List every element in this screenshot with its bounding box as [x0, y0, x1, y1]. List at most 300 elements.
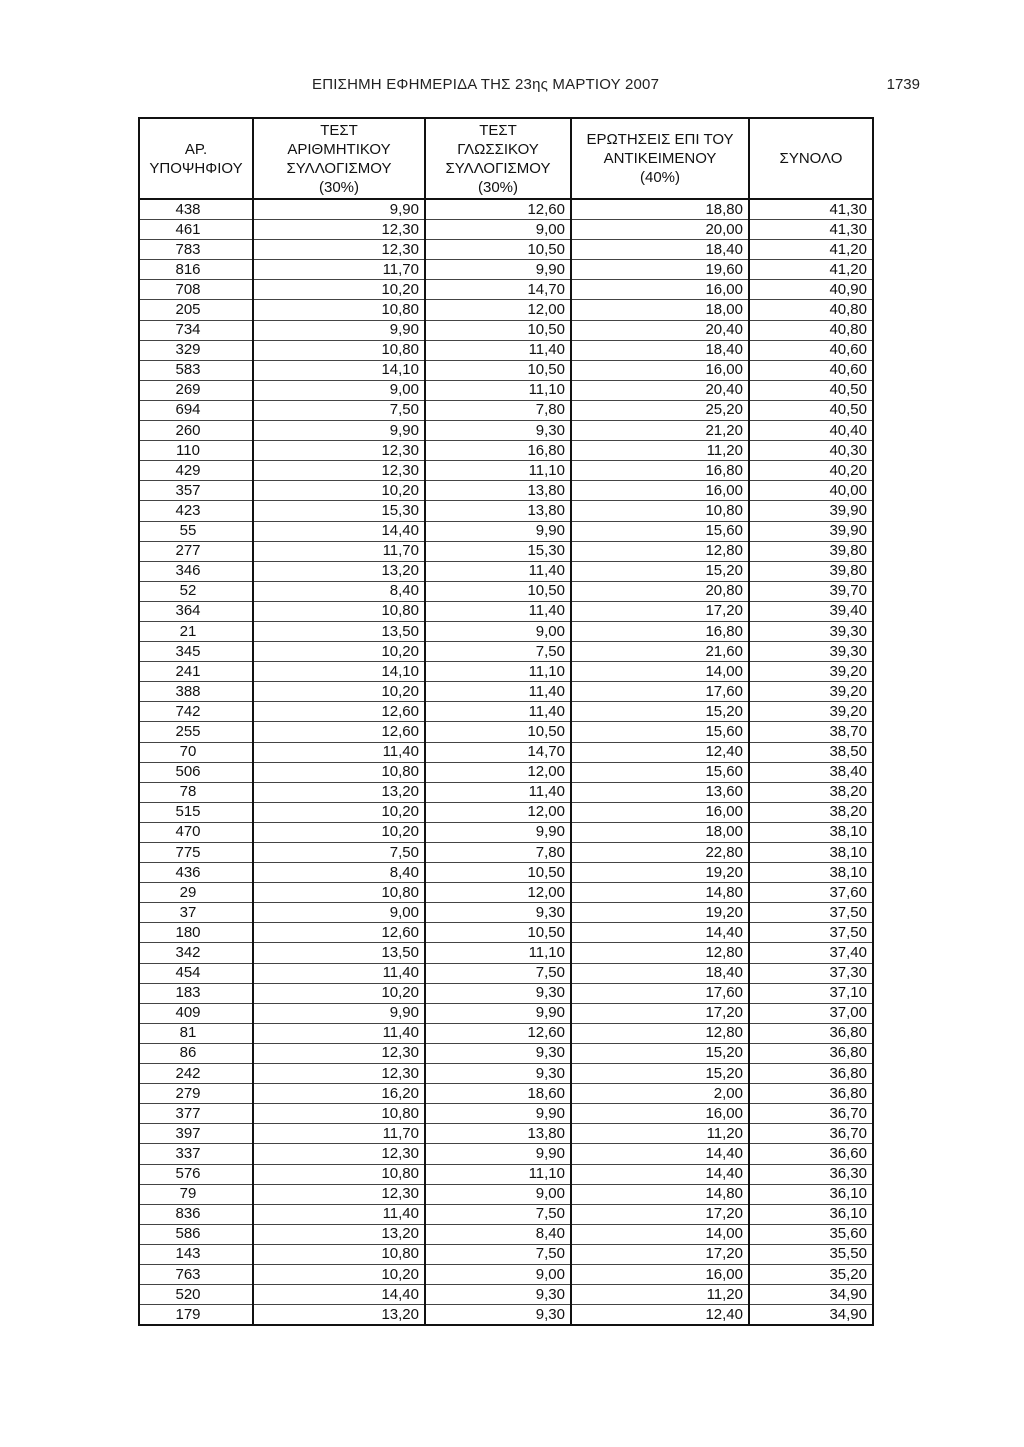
subject-score-cell: 17,20 [571, 1003, 749, 1023]
numerical-score-cell: 13,20 [253, 561, 425, 581]
header-line: ΑΡΙΘΜΗΤΙΚΟΥ [287, 140, 391, 158]
header-line: ΣΥΛΛΟΓΙΣΜΟΥ [286, 159, 392, 177]
total-score-cell: 34,90 [749, 1285, 873, 1305]
total-score-cell: 36,80 [749, 1064, 873, 1084]
total-score-cell: 39,30 [749, 621, 873, 641]
table-row [139, 943, 873, 963]
total-score-cell: 35,50 [749, 1244, 873, 1264]
verbal-score-cell: 11,10 [425, 1164, 571, 1184]
subject-score-cell: 18,80 [571, 199, 749, 220]
table-row [139, 983, 873, 1003]
subject-score-cell: 16,00 [571, 280, 749, 300]
total-score-cell: 39,80 [749, 561, 873, 581]
subject-score-cell: 14,00 [571, 662, 749, 682]
subject-score-cell: 18,00 [571, 822, 749, 842]
candidate-number-cell: 364 [139, 601, 253, 621]
numerical-score-cell: 9,00 [253, 380, 425, 400]
total-score-cell: 37,10 [749, 983, 873, 1003]
numerical-score-cell: 14,10 [253, 360, 425, 380]
total-score-cell: 39,30 [749, 642, 873, 662]
total-score-cell: 40,80 [749, 320, 873, 340]
verbal-score-cell: 9,90 [425, 1144, 571, 1164]
numerical-score-cell: 13,50 [253, 943, 425, 963]
table-row [139, 1285, 873, 1305]
total-score-cell: 36,70 [749, 1124, 873, 1144]
numerical-score-cell: 10,80 [253, 601, 425, 621]
total-score-cell: 37,00 [749, 1003, 873, 1023]
numerical-score-cell: 13,20 [253, 782, 425, 802]
table-row [139, 782, 873, 802]
candidate-number-cell: 397 [139, 1124, 253, 1144]
page-header [140, 74, 920, 98]
candidate-number-cell: 260 [139, 421, 253, 441]
table-row [139, 802, 873, 822]
numerical-score-cell: 10,80 [253, 1104, 425, 1124]
numerical-score-cell: 13,50 [253, 621, 425, 641]
numerical-score-cell: 12,30 [253, 441, 425, 461]
subject-score-cell: 17,20 [571, 1204, 749, 1224]
subject-score-cell: 20,40 [571, 320, 749, 340]
table-row [139, 1043, 873, 1063]
candidate-number-cell: 506 [139, 762, 253, 782]
table-row [139, 1264, 873, 1284]
subject-score-cell: 19,20 [571, 863, 749, 883]
verbal-score-cell: 14,70 [425, 280, 571, 300]
numerical-score-cell: 10,20 [253, 983, 425, 1003]
verbal-score-cell: 10,50 [425, 722, 571, 742]
verbal-score-cell: 11,40 [425, 782, 571, 802]
candidate-number-cell: 586 [139, 1224, 253, 1244]
verbal-score-cell: 7,80 [425, 843, 571, 863]
table-row [139, 1305, 873, 1326]
candidate-number-cell: 734 [139, 320, 253, 340]
table-row [139, 199, 873, 220]
total-score-cell: 36,30 [749, 1164, 873, 1184]
header-subject-questions [571, 118, 749, 199]
numerical-score-cell: 10,80 [253, 883, 425, 903]
page-number: 1739 [886, 76, 920, 93]
candidate-number-cell: 357 [139, 481, 253, 501]
numerical-score-cell: 11,40 [253, 742, 425, 762]
numerical-score-cell: 10,20 [253, 802, 425, 822]
table-row [139, 561, 873, 581]
candidate-number-cell: 388 [139, 682, 253, 702]
candidate-number-cell: 520 [139, 1285, 253, 1305]
header-line: ΤΕΣΤ [320, 121, 358, 139]
total-score-cell: 40,50 [749, 400, 873, 420]
header-line: (30%) [318, 178, 359, 196]
table-row [139, 722, 873, 742]
candidate-number-cell: 438 [139, 199, 253, 220]
subject-score-cell: 11,20 [571, 1285, 749, 1305]
subject-score-cell: 2,00 [571, 1084, 749, 1104]
numerical-score-cell: 10,20 [253, 1264, 425, 1284]
candidate-number-cell: 81 [139, 1023, 253, 1043]
numerical-score-cell: 12,30 [253, 220, 425, 240]
header-line: (40%) [639, 169, 680, 186]
candidate-number-cell: 836 [139, 1204, 253, 1224]
table-row [139, 521, 873, 541]
verbal-score-cell: 10,50 [425, 360, 571, 380]
verbal-score-cell: 10,50 [425, 863, 571, 883]
total-score-cell: 39,20 [749, 682, 873, 702]
total-score-cell: 40,30 [749, 441, 873, 461]
verbal-score-cell: 12,00 [425, 802, 571, 822]
subject-score-cell: 12,80 [571, 943, 749, 963]
verbal-score-cell: 9,90 [425, 822, 571, 842]
verbal-score-cell: 11,10 [425, 461, 571, 481]
header-line: ΑΝΤΙΚΕΙΜΕΝΟΥ [603, 150, 717, 167]
table-body [139, 199, 873, 1325]
candidate-number-cell: 515 [139, 802, 253, 822]
verbal-score-cell: 12,00 [425, 300, 571, 320]
table-row [139, 441, 873, 461]
subject-score-cell: 15,60 [571, 762, 749, 782]
total-score-cell: 39,80 [749, 541, 873, 561]
verbal-score-cell: 7,50 [425, 642, 571, 662]
table-row [139, 1104, 873, 1124]
subject-score-cell: 16,80 [571, 621, 749, 641]
table-row [139, 240, 873, 260]
total-score-cell: 38,70 [749, 722, 873, 742]
numerical-score-cell: 10,80 [253, 762, 425, 782]
candidate-number-cell: 337 [139, 1144, 253, 1164]
total-score-cell: 39,20 [749, 702, 873, 722]
total-score-cell: 36,60 [749, 1144, 873, 1164]
verbal-score-cell: 9,30 [425, 421, 571, 441]
numerical-score-cell: 13,20 [253, 1224, 425, 1244]
candidate-number-cell: 205 [139, 300, 253, 320]
candidate-number-cell: 377 [139, 1104, 253, 1124]
header-line: ΥΠΟΨΗΦΙΟΥ [149, 159, 243, 177]
numerical-score-cell: 14,40 [253, 521, 425, 541]
subject-score-cell: 20,80 [571, 581, 749, 601]
subject-score-cell: 12,40 [571, 742, 749, 762]
verbal-score-cell: 10,50 [425, 923, 571, 943]
total-score-cell: 36,70 [749, 1104, 873, 1124]
header-line: ΓΛΩΣΣΙΚΟΥ [457, 140, 539, 158]
subject-score-cell: 25,20 [571, 400, 749, 420]
candidate-number-cell: 79 [139, 1184, 253, 1204]
table-row [139, 360, 873, 380]
candidate-number-cell: 52 [139, 581, 253, 601]
table-row [139, 702, 873, 722]
table-header [139, 118, 873, 199]
subject-score-cell: 18,40 [571, 240, 749, 260]
numerical-score-cell: 8,40 [253, 581, 425, 601]
subject-score-cell: 16,00 [571, 1104, 749, 1124]
verbal-score-cell: 13,80 [425, 501, 571, 521]
total-score-cell: 36,80 [749, 1023, 873, 1043]
candidate-number-cell: 180 [139, 923, 253, 943]
verbal-score-cell: 13,80 [425, 1124, 571, 1144]
numerical-score-cell: 10,20 [253, 481, 425, 501]
candidate-number-cell: 279 [139, 1084, 253, 1104]
table-row [139, 280, 873, 300]
numerical-score-cell: 8,40 [253, 863, 425, 883]
candidate-number-cell: 783 [139, 240, 253, 260]
total-score-cell: 35,60 [749, 1224, 873, 1244]
numerical-score-cell: 9,90 [253, 320, 425, 340]
total-score-cell: 34,90 [749, 1305, 873, 1326]
total-score-cell: 40,80 [749, 300, 873, 320]
numerical-score-cell: 14,40 [253, 1285, 425, 1305]
table-row [139, 682, 873, 702]
total-score-cell: 37,50 [749, 923, 873, 943]
header-candidate-number [139, 118, 253, 199]
candidate-number-cell: 470 [139, 822, 253, 842]
table-row [139, 1084, 873, 1104]
subject-score-cell: 10,80 [571, 501, 749, 521]
candidate-number-cell: 436 [139, 863, 253, 883]
candidate-number-cell: 277 [139, 541, 253, 561]
verbal-score-cell: 9,30 [425, 1305, 571, 1326]
total-score-cell: 38,10 [749, 863, 873, 883]
numerical-score-cell: 16,20 [253, 1084, 425, 1104]
candidate-number-cell: 70 [139, 742, 253, 762]
total-score-cell: 38,40 [749, 762, 873, 782]
total-score-cell: 39,90 [749, 501, 873, 521]
numerical-score-cell: 9,90 [253, 199, 425, 220]
table-row [139, 762, 873, 782]
numerical-score-cell: 14,10 [253, 662, 425, 682]
header-line: ΤΕΣΤ [479, 121, 517, 139]
numerical-score-cell: 10,80 [253, 340, 425, 360]
candidate-number-cell: 37 [139, 903, 253, 923]
numerical-score-cell: 10,80 [253, 1164, 425, 1184]
verbal-score-cell: 16,80 [425, 441, 571, 461]
numerical-score-cell: 12,60 [253, 722, 425, 742]
subject-score-cell: 19,60 [571, 260, 749, 280]
numerical-score-cell: 12,30 [253, 1184, 425, 1204]
total-score-cell: 36,80 [749, 1084, 873, 1104]
numerical-score-cell: 12,60 [253, 702, 425, 722]
subject-score-cell: 18,40 [571, 340, 749, 360]
numerical-score-cell: 11,40 [253, 963, 425, 983]
table-row [139, 883, 873, 903]
verbal-score-cell: 9,30 [425, 1043, 571, 1063]
numerical-score-cell: 13,20 [253, 1305, 425, 1326]
candidate-number-cell: 346 [139, 561, 253, 581]
verbal-score-cell: 9,00 [425, 220, 571, 240]
verbal-score-cell: 9,90 [425, 1003, 571, 1023]
total-score-cell: 38,50 [749, 742, 873, 762]
table-row [139, 863, 873, 883]
subject-score-cell: 21,60 [571, 642, 749, 662]
candidate-number-cell: 255 [139, 722, 253, 742]
table-row [139, 1164, 873, 1184]
subject-score-cell: 16,00 [571, 360, 749, 380]
verbal-score-cell: 11,10 [425, 380, 571, 400]
verbal-score-cell: 9,30 [425, 1064, 571, 1084]
candidate-number-cell: 345 [139, 642, 253, 662]
gazette-title: ΕΠΙΣΗΜΗ ΕΦΗΜΕΡΙΔΑ ΤΗΣ 23ης ΜΑΡΤΙΟΥ 2007 [312, 76, 660, 93]
table-row [139, 662, 873, 682]
subject-score-cell: 21,20 [571, 421, 749, 441]
subject-score-cell: 16,00 [571, 802, 749, 822]
subject-score-cell: 20,00 [571, 220, 749, 240]
subject-score-cell: 14,40 [571, 1164, 749, 1184]
numerical-score-cell: 11,70 [253, 541, 425, 561]
total-score-cell: 36,80 [749, 1043, 873, 1063]
verbal-score-cell: 10,50 [425, 240, 571, 260]
verbal-score-cell: 11,40 [425, 601, 571, 621]
table-row [139, 481, 873, 501]
subject-score-cell: 17,60 [571, 983, 749, 1003]
table-row [139, 541, 873, 561]
subject-score-cell: 17,20 [571, 601, 749, 621]
header-line: ΕΡΩΤΗΣΕΙΣ ΕΠΙ ΤΟΥ [586, 131, 734, 148]
verbal-score-cell: 9,30 [425, 903, 571, 923]
subject-score-cell: 16,80 [571, 461, 749, 481]
table-row [139, 903, 873, 923]
numerical-score-cell: 12,30 [253, 461, 425, 481]
table-row [139, 1064, 873, 1084]
table-row [139, 461, 873, 481]
verbal-score-cell: 9,90 [425, 260, 571, 280]
verbal-score-cell: 9,00 [425, 1264, 571, 1284]
numerical-score-cell: 10,20 [253, 822, 425, 842]
total-score-cell: 38,10 [749, 822, 873, 842]
table-row [139, 1244, 873, 1264]
numerical-score-cell: 10,80 [253, 300, 425, 320]
candidate-number-cell: 423 [139, 501, 253, 521]
numerical-score-cell: 11,70 [253, 1124, 425, 1144]
table-row [139, 742, 873, 762]
total-score-cell: 39,20 [749, 662, 873, 682]
verbal-score-cell: 7,50 [425, 963, 571, 983]
numerical-score-cell: 10,20 [253, 642, 425, 662]
candidate-number-cell: 269 [139, 380, 253, 400]
numerical-score-cell: 10,20 [253, 682, 425, 702]
subject-score-cell: 15,60 [571, 722, 749, 742]
header-line: (30%) [477, 178, 518, 196]
header-row [139, 118, 873, 199]
table-row [139, 501, 873, 521]
subject-score-cell: 15,20 [571, 1064, 749, 1084]
total-score-cell: 38,20 [749, 782, 873, 802]
candidate-number-cell: 55 [139, 521, 253, 541]
verbal-score-cell: 12,60 [425, 1023, 571, 1043]
table-row [139, 340, 873, 360]
numerical-score-cell: 7,50 [253, 400, 425, 420]
candidate-number-cell: 763 [139, 1264, 253, 1284]
table-row [139, 1184, 873, 1204]
candidate-number-cell: 694 [139, 400, 253, 420]
header-line: ΑΡ. [184, 140, 208, 158]
total-score-cell: 39,70 [749, 581, 873, 601]
table-row [139, 260, 873, 280]
subject-score-cell: 20,40 [571, 380, 749, 400]
candidate-number-cell: 21 [139, 621, 253, 641]
verbal-score-cell: 18,60 [425, 1084, 571, 1104]
verbal-score-cell: 7,50 [425, 1204, 571, 1224]
subject-score-cell: 12,40 [571, 1305, 749, 1326]
subject-score-cell: 15,20 [571, 1043, 749, 1063]
subject-score-cell: 22,80 [571, 843, 749, 863]
candidate-number-cell: 110 [139, 441, 253, 461]
verbal-score-cell: 9,00 [425, 621, 571, 641]
verbal-score-cell: 15,30 [425, 541, 571, 561]
verbal-score-cell: 12,00 [425, 883, 571, 903]
total-score-cell: 37,50 [749, 903, 873, 923]
verbal-score-cell: 11,10 [425, 662, 571, 682]
header-total [749, 118, 873, 199]
total-score-cell: 41,20 [749, 240, 873, 260]
results-table [138, 117, 874, 1326]
subject-score-cell: 17,20 [571, 1244, 749, 1264]
candidate-number-cell: 86 [139, 1043, 253, 1063]
header-verbal-test [425, 118, 571, 199]
table-row [139, 380, 873, 400]
subject-score-cell: 12,80 [571, 1023, 749, 1043]
total-score-cell: 40,40 [749, 421, 873, 441]
candidate-number-cell: 742 [139, 702, 253, 722]
verbal-score-cell: 10,50 [425, 320, 571, 340]
total-score-cell: 38,20 [749, 802, 873, 822]
table-row [139, 843, 873, 863]
verbal-score-cell: 7,80 [425, 400, 571, 420]
table-row [139, 320, 873, 340]
verbal-score-cell: 13,80 [425, 481, 571, 501]
candidate-number-cell: 576 [139, 1164, 253, 1184]
subject-score-cell: 15,60 [571, 521, 749, 541]
header-numerical-test [253, 118, 425, 199]
total-score-cell: 40,60 [749, 360, 873, 380]
table-row [139, 581, 873, 601]
candidate-number-cell: 242 [139, 1064, 253, 1084]
total-score-cell: 40,00 [749, 481, 873, 501]
candidate-number-cell: 183 [139, 983, 253, 1003]
candidate-number-cell: 454 [139, 963, 253, 983]
total-score-cell: 37,60 [749, 883, 873, 903]
candidate-number-cell: 775 [139, 843, 253, 863]
table-row [139, 1003, 873, 1023]
table-row [139, 621, 873, 641]
table-row [139, 1144, 873, 1164]
table-row [139, 923, 873, 943]
verbal-score-cell: 7,50 [425, 1244, 571, 1264]
table-row [139, 1023, 873, 1043]
subject-score-cell: 16,00 [571, 481, 749, 501]
subject-score-cell: 19,20 [571, 903, 749, 923]
header-line: ΣΥΛΛΟΓΙΣΜΟΥ [445, 159, 551, 177]
candidate-number-cell: 179 [139, 1305, 253, 1326]
verbal-score-cell: 11,40 [425, 702, 571, 722]
total-score-cell: 40,90 [749, 280, 873, 300]
candidate-number-cell: 461 [139, 220, 253, 240]
table-row [139, 822, 873, 842]
candidate-number-cell: 329 [139, 340, 253, 360]
subject-score-cell: 14,80 [571, 883, 749, 903]
candidate-number-cell: 78 [139, 782, 253, 802]
total-score-cell: 40,50 [749, 380, 873, 400]
total-score-cell: 36,10 [749, 1184, 873, 1204]
table-row [139, 1204, 873, 1224]
verbal-score-cell: 9,00 [425, 1184, 571, 1204]
total-score-cell: 38,10 [749, 843, 873, 863]
candidate-number-cell: 342 [139, 943, 253, 963]
total-score-cell: 41,30 [749, 220, 873, 240]
total-score-cell: 36,10 [749, 1204, 873, 1224]
verbal-score-cell: 9,30 [425, 983, 571, 1003]
subject-score-cell: 15,20 [571, 561, 749, 581]
verbal-score-cell: 9,30 [425, 1285, 571, 1305]
numerical-score-cell: 12,60 [253, 923, 425, 943]
total-score-cell: 37,40 [749, 943, 873, 963]
table-row [139, 220, 873, 240]
subject-score-cell: 11,20 [571, 1124, 749, 1144]
